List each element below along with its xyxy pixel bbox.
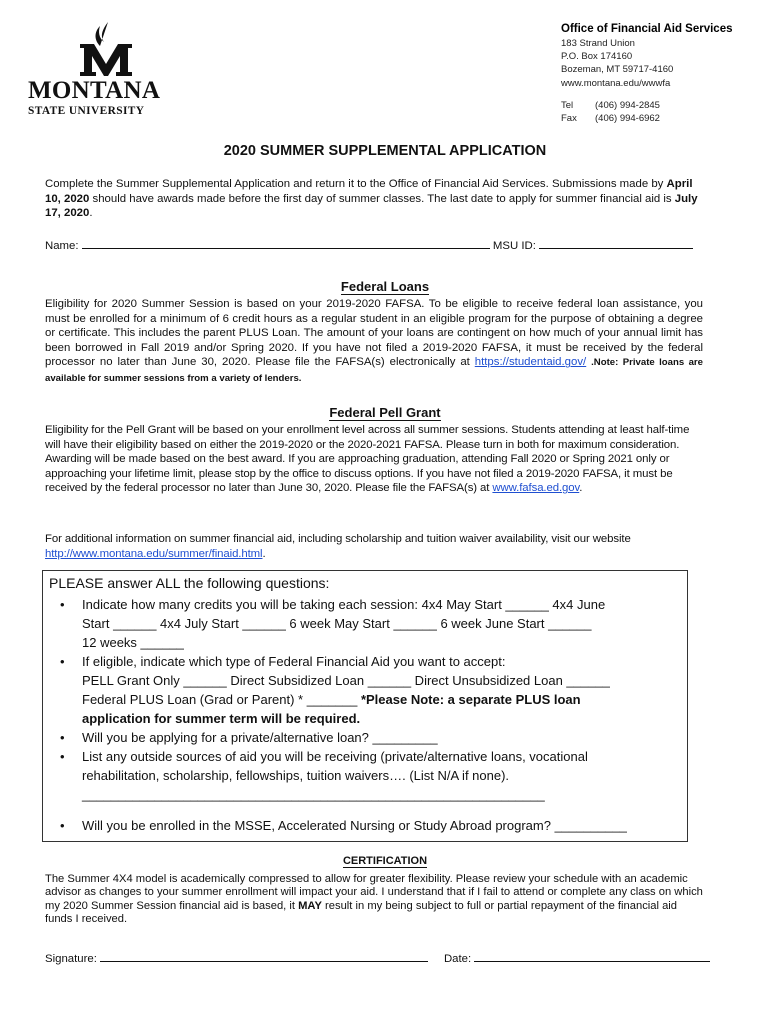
page-title: 2020 SUMMER SUPPLEMENTAL APPLICATION — [223, 143, 547, 159]
additional-info-paragraph: For additional information on summer financial aid, including scholarship and tuition waiver availability, visit our website http://www.montana.edu/summer/finaid.html. — [45, 533, 631, 560]
address-line: Bozeman, MT 59717-4160 — [561, 64, 674, 76]
date-field[interactable] — [474, 949, 710, 962]
questions-title: PLEASE answer ALL the following questions: — [49, 575, 330, 591]
address-line: 183 Strand Union — [561, 38, 635, 49]
office-title: Office of Financial Aid Services — [561, 23, 733, 35]
office-address-block — [561, 22, 733, 125]
private-loans-note: .Note: Private loans are available for summer sessions from a variety of lenders. — [45, 357, 704, 384]
submission-deadline: April 10, 2020 — [45, 178, 693, 205]
fax-value: (406) 994-6962 — [595, 113, 660, 125]
intro-paragraph: Complete the Summer Supplemental Application and return it to the Office of Financial Aid Services. Submissions made by April 10, 2020 should have awards made before the first day of summer classes. The last date to apply for summer financial aid is July 17, 2020. — [45, 178, 698, 220]
signature-label: Signature: — [45, 953, 97, 965]
signature-field[interactable] — [100, 949, 428, 962]
question-credits[interactable]: • Indicate how many credits you will be taking each session: 4x4 May Start ______ 4x4 June Start ______ 4x4 July Start ______ 6 week May Start ______ 6 week June Start ______ 12 weeks ______ — [58, 595, 678, 652]
office-website: www.montana.edu/wwwfa — [561, 77, 671, 89]
logo-name: MONTANA — [28, 77, 161, 104]
certification-heading: CERTIFICATION — [342, 855, 428, 867]
msu-id-label: MSU ID: — [492, 240, 536, 252]
question-private-loan[interactable]: • Will you be applying for a private/alternative loan? _________ — [58, 728, 678, 747]
studentaid-link[interactable]: https://studentaid.gov/ — [474, 356, 587, 369]
federal-loans-heading: Federal Loans — [340, 279, 430, 294]
question-programs[interactable]: • Will you be enrolled in the MSSE, Accelerated Nursing or Study Abroad program? __________ — [58, 816, 678, 835]
office-fax — [561, 112, 733, 125]
pell-grant-heading: Federal Pell Grant — [329, 405, 441, 420]
address-line: P.O. Box 174160 — [561, 51, 633, 63]
date-label: Date: — [443, 953, 472, 965]
signature-row — [45, 949, 710, 965]
fafsa-link[interactable]: www.fafsa.ed.gov — [492, 482, 580, 495]
office-tel — [561, 99, 733, 112]
msu-logo — [28, 20, 162, 120]
plus-loan-note: *Please Note: a separate PLUS loan — [360, 692, 581, 707]
tel-value: (406) 994-2845 — [595, 99, 660, 111]
certification-paragraph: The Summer 4X4 model is academically compressed to allow for greater flexibility. Please review your schedule with an academic advisor as changes to your summer enrollment will impact your aid. I understand that if I fail to attend or complete any class on which my 2020 Summer Session financial aid is based, it MAY result in my being subject to full or partial repayment of the financial aid funds I received. — [45, 873, 703, 926]
question-aid-type[interactable]: • If eligible, indicate which type of Federal Financial Aid you want to accept: PELL Grant Only ______ Direct Subsidized Loan ______ Direct Unsubsidized Loan ______ Federal PLUS Loan (Grad or Parent) * _______ *Please Note: a separate PLUS loan application for summer term will be required. — [58, 652, 678, 728]
pell-grant-paragraph: Eligibility for the Pell Grant will be based on your enrollment level across all summer sessions. Students attending at least half-time will have their eligibility based on either the 2019-2020 or the 2020-2021 FAFSA. Please turn in both for maximum consideration. Awarding will be made based on the best award. If you are approaching graduation, attending Fall 2020 or Spring 2021 only or approaching your lifetime limit, please stop by the office to discuss options. If you have not filed a 2019-2020 FAFSA, it must be received by the federal processor no later than June 30, 2020. Please file the FAFSA(s) at www.fafsa.ed.gov. — [45, 424, 690, 495]
name-field[interactable] — [82, 236, 490, 249]
montana-m-mark-icon — [78, 20, 134, 78]
msu-id-field[interactable] — [539, 236, 693, 249]
logo-subtitle: STATE UNIVERSITY — [28, 105, 145, 117]
questions-list — [58, 595, 678, 835]
final-deadline: July 17, 2020 — [45, 192, 698, 220]
name-label: Name: — [45, 240, 79, 252]
federal-loans-paragraph: Eligibility for 2020 Summer Session is based on your 2019-2020 FAFSA. To be eligible to receive federal loan assistance, you must be enrolled for a minimum of 6 credit hours as a regular student in an eligible program for the purpose of obtaining a degree or certificate. This includes the parent PLUS Loan. The amount of your loans are contingent on how much of your annual limit has been borrowed in Fall 2019 and/or Spring 2020. If you have not filed a 2019-2020 FAFSA, it must be received by the federal processor no later than June 30, 2020. Please file the FAFSA(s) electronically at https://studentaid.gov/ .Note: Private loans are available for summer sessions from a variety of lenders. — [45, 298, 704, 384]
name-id-row — [45, 236, 693, 252]
tel-label: Tel — [561, 99, 574, 111]
question-outside-aid[interactable]: • List any outside sources of aid you will be receiving (private/alternative loans, vocational rehabilitation, scholarship, fellowships, tuition waivers…. (List N/A if none). ________________________________________________________________ — [58, 747, 678, 804]
fax-label: Fax — [561, 113, 577, 125]
summer-finaid-link[interactable]: http://www.montana.edu/summer/finaid.html — [45, 547, 263, 560]
